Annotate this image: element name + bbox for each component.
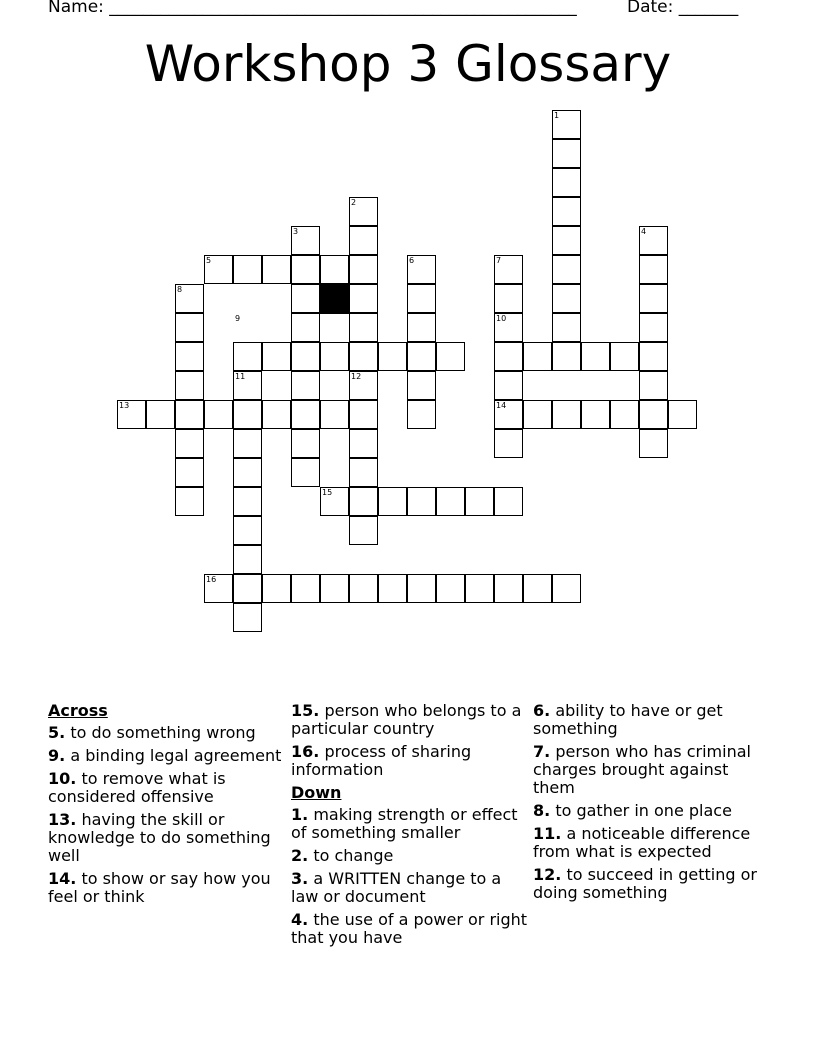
clue-down-7: 7. person who has criminal charges brought against them xyxy=(533,742,751,797)
crossword-cell[interactable] xyxy=(233,429,262,458)
clue-down-8: 8. to gather in one place xyxy=(533,801,732,820)
crossword-cell[interactable] xyxy=(320,400,349,429)
crossword-cell[interactable] xyxy=(262,400,291,429)
cell-number-15: 15 xyxy=(322,488,333,497)
clue-across-13: 13. having the skill or knowledge to do something well xyxy=(48,810,271,865)
crossword-cell[interactable] xyxy=(349,429,378,458)
cell-number-14: 14 xyxy=(496,401,507,410)
crossword-cell[interactable] xyxy=(233,516,262,545)
crossword-cell[interactable] xyxy=(552,313,581,342)
clue-column-3 xyxy=(533,702,773,907)
cell-number-11: 11 xyxy=(235,372,246,381)
clue-down-3: 3. a WRITTEN change to a law or document xyxy=(291,869,502,906)
crossword-cell[interactable] xyxy=(349,255,378,284)
crossword-cell[interactable] xyxy=(291,255,320,284)
crossword-cell[interactable] xyxy=(175,313,204,342)
crossword-cell[interactable] xyxy=(523,400,552,429)
crossword-cell[interactable] xyxy=(465,574,494,603)
crossword-cell[interactable] xyxy=(320,255,349,284)
crossword-cell[interactable] xyxy=(407,284,436,313)
crossword-cell[interactable] xyxy=(639,313,668,342)
crossword-cell[interactable] xyxy=(349,487,378,516)
crossword-cell[interactable] xyxy=(233,487,262,516)
cell-number-1: 1 xyxy=(554,111,560,120)
crossword-cell[interactable] xyxy=(291,371,320,400)
crossword-cell[interactable] xyxy=(349,284,378,313)
crossword-cell[interactable] xyxy=(233,458,262,487)
crossword-cell[interactable] xyxy=(523,574,552,603)
crossword-cell[interactable] xyxy=(349,226,378,255)
clue-down-1: 1. making strength or effect of something smaller xyxy=(291,805,518,842)
cell-number-13: 13 xyxy=(119,401,130,410)
crossword-cell[interactable] xyxy=(581,400,610,429)
crossword-cell[interactable] xyxy=(552,400,581,429)
cell-number-4: 4 xyxy=(641,227,647,236)
crossword-cell[interactable] xyxy=(262,342,291,371)
crossword-cell[interactable] xyxy=(494,342,523,371)
crossword-cell[interactable] xyxy=(175,429,204,458)
crossword-cell[interactable] xyxy=(262,255,291,284)
crossword-cell[interactable] xyxy=(291,284,320,313)
crossword-cell[interactable] xyxy=(291,429,320,458)
cell-number-7: 7 xyxy=(496,256,502,265)
crossword-cell[interactable] xyxy=(349,342,378,371)
crossword-cell[interactable] xyxy=(349,458,378,487)
crossword-cell[interactable] xyxy=(175,342,204,371)
crossword-cell[interactable] xyxy=(552,342,581,371)
cell-number-10: 10 xyxy=(496,314,507,323)
crossword-cell[interactable] xyxy=(494,284,523,313)
clue-column-2 xyxy=(291,702,531,952)
clue-across-14: 14. to show or say how you feel or think xyxy=(48,869,271,906)
clue-down-2: 2. to change xyxy=(291,846,394,865)
clue-down-4: 4. the use of a power or right that you have xyxy=(291,910,528,947)
clue-down-6: 6. ability to have or get something xyxy=(533,701,723,738)
crossword-cell[interactable] xyxy=(552,574,581,603)
crossword-cell[interactable] xyxy=(407,313,436,342)
name-field[interactable]: Name: _______________________________________________________ xyxy=(48,0,577,17)
crossword-cell[interactable] xyxy=(204,400,233,429)
page-title: Workshop 3 Glossary xyxy=(144,35,672,93)
crossword-cell[interactable] xyxy=(552,197,581,226)
crossword-cell[interactable] xyxy=(175,487,204,516)
clue-down-11: 11. a noticeable difference from what is expected xyxy=(533,824,751,861)
crossword-cell[interactable] xyxy=(552,139,581,168)
clue-across-5: 5. to do something wrong xyxy=(48,723,256,742)
crossword-cell[interactable] xyxy=(494,487,523,516)
crossword-cell[interactable] xyxy=(639,400,668,429)
crossword-cell[interactable] xyxy=(233,400,262,429)
crossword-cell[interactable] xyxy=(639,371,668,400)
crossword-cell[interactable] xyxy=(581,342,610,371)
crossword-cell[interactable] xyxy=(494,371,523,400)
cell-number-6: 6 xyxy=(409,256,415,265)
clue-across-9: 9. a binding legal agreement xyxy=(48,746,282,765)
crossword-cell[interactable] xyxy=(291,400,320,429)
crossword-cell[interactable] xyxy=(639,342,668,371)
crossword-cell[interactable] xyxy=(175,400,204,429)
black-square xyxy=(320,284,350,314)
cell-number-8: 8 xyxy=(177,285,183,294)
crossword-cell[interactable] xyxy=(639,255,668,284)
crossword-cell[interactable] xyxy=(233,603,262,632)
crossword-cell[interactable] xyxy=(233,255,262,284)
crossword-cell[interactable] xyxy=(349,574,378,603)
crossword-cell[interactable] xyxy=(175,458,204,487)
crossword-cell[interactable] xyxy=(349,516,378,545)
cell-number-9: 9 xyxy=(235,314,241,323)
crossword-cell[interactable] xyxy=(233,574,262,603)
crossword-cell[interactable] xyxy=(320,342,349,371)
crossword-cell[interactable] xyxy=(523,342,552,371)
crossword-cell[interactable] xyxy=(407,342,436,371)
crossword-cell[interactable] xyxy=(262,574,291,603)
crossword-cell[interactable] xyxy=(378,574,407,603)
clue-across-10: 10. to remove what is considered offensive xyxy=(48,769,226,806)
clue-column-1 xyxy=(48,702,288,911)
crossword-cell[interactable] xyxy=(552,168,581,197)
crossword-cell[interactable] xyxy=(610,400,639,429)
crossword-cell[interactable] xyxy=(349,313,378,342)
across-heading: Across xyxy=(48,701,108,720)
clue-down-12: 12. to succeed in getting or doing something xyxy=(533,865,757,902)
crossword-cell[interactable] xyxy=(552,284,581,313)
cell-number-2: 2 xyxy=(351,198,357,207)
crossword-cell[interactable] xyxy=(465,487,494,516)
down-heading: Down xyxy=(291,783,342,802)
crossword-cell[interactable] xyxy=(639,284,668,313)
crossword-cell[interactable] xyxy=(668,400,697,429)
crossword-cell[interactable] xyxy=(378,487,407,516)
crossword-cell[interactable] xyxy=(610,342,639,371)
crossword-cell[interactable] xyxy=(320,574,349,603)
crossword-cell[interactable] xyxy=(291,342,320,371)
cell-number-5: 5 xyxy=(206,256,212,265)
crossword-cell[interactable] xyxy=(407,371,436,400)
crossword-cell[interactable] xyxy=(291,574,320,603)
crossword-cell[interactable] xyxy=(291,313,320,342)
crossword-cell[interactable] xyxy=(291,458,320,487)
crossword-cell[interactable] xyxy=(349,400,378,429)
crossword-cell[interactable] xyxy=(494,574,523,603)
cell-number-16: 16 xyxy=(206,575,217,584)
clue-across-15: 15. person who belongs to a particular country xyxy=(291,701,522,738)
crossword-cell[interactable] xyxy=(552,226,581,255)
crossword-cell[interactable] xyxy=(436,342,465,371)
crossword-cell[interactable] xyxy=(175,371,204,400)
cell-number-12: 12 xyxy=(351,372,362,381)
date-field[interactable]: Date: _______ xyxy=(627,0,739,17)
crossword-cell[interactable] xyxy=(436,487,465,516)
crossword-cell[interactable] xyxy=(552,255,581,284)
cell-number-3: 3 xyxy=(293,227,299,236)
crossword-cell[interactable] xyxy=(407,487,436,516)
crossword-cell[interactable] xyxy=(146,400,175,429)
crossword-cell[interactable] xyxy=(233,342,262,371)
crossword-cell[interactable] xyxy=(407,400,436,429)
crossword-cell[interactable] xyxy=(639,429,668,458)
clue-across-16: 16. process of sharing information xyxy=(291,742,472,779)
crossword-cell[interactable] xyxy=(233,545,262,574)
crossword-cell[interactable] xyxy=(436,574,465,603)
crossword-cell[interactable] xyxy=(378,342,407,371)
crossword-cell[interactable] xyxy=(494,429,523,458)
crossword-cell[interactable] xyxy=(407,574,436,603)
